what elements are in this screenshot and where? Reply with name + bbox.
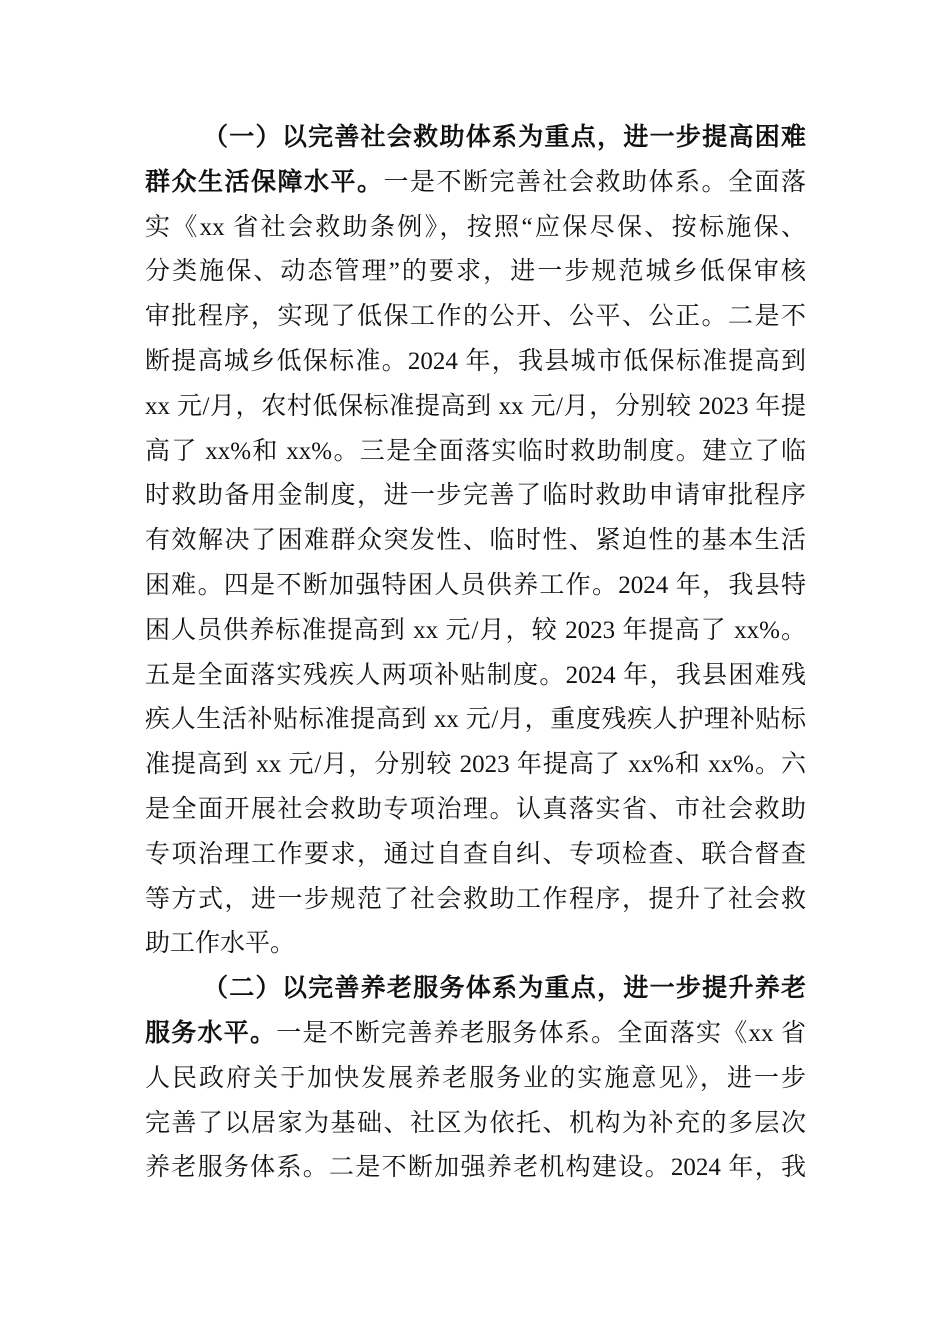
text-line: [145, 654, 806, 699]
body-text: 有效解决了困难群众突发性、临时性、紧迫性的基本生活: [145, 527, 806, 555]
body-text: 疾人生活补贴标准提高到 xx 元/月，重度残疾人护理补贴标: [145, 706, 806, 734]
body-text: 是全面开展社会救助专项治理。认真落实省、市社会救助: [145, 795, 806, 823]
body-text: 完善了以居家为基础、社区为依托、机构为补充的多层次: [145, 1109, 806, 1137]
body-text: 等方式，进一步规范了社会救助工作程序，提升了社会救: [145, 885, 806, 913]
body-text: 困难。四是不断加强特困人员供养工作。2024 年，我县特: [145, 571, 806, 599]
body-text: 分类施保、动态管理”的要求，进一步规范城乡低保审核: [145, 258, 806, 286]
text-line: [145, 967, 806, 1012]
paragraph: [145, 967, 806, 1191]
text-line: [145, 1012, 806, 1057]
text-line: [145, 116, 806, 161]
bold-heading-text: 服务水平。: [145, 1019, 277, 1047]
body-text: 断提高城乡低保标准。2024 年，我县城市低保标准提高到: [145, 347, 806, 375]
document-body: [145, 116, 806, 1191]
bold-heading-text: （二）以完善养老服务体系为重点，进一步提升养老: [203, 975, 806, 1003]
text-line: [145, 1057, 806, 1102]
body-text: 人民政府关于加快发展养老服务业的实施意见》，进一步: [145, 1064, 806, 1092]
text-line: [145, 564, 806, 609]
text-line: [145, 161, 806, 206]
body-text: 一是不断完善养老服务体系。全面落实《xx 省: [276, 1019, 806, 1047]
text-line: [145, 250, 806, 295]
text-line: [145, 519, 806, 564]
text-line: [145, 1102, 806, 1147]
text-line: [145, 922, 806, 967]
text-line: [145, 295, 806, 340]
text-line: [145, 788, 806, 833]
text-line: [145, 698, 806, 743]
body-text: 实《xx 省社会救助条例》，按照“应保尽保、按标施保、: [145, 213, 806, 241]
text-line: [145, 833, 806, 878]
body-text: 助工作水平。: [145, 930, 296, 958]
body-text: 高了 xx%和 xx%。三是全面落实临时救助制度。建立了临: [145, 437, 806, 465]
body-text: 专项治理工作要求，通过自查自纠、专项检查、联合督查: [145, 840, 806, 868]
bold-heading-text: 群众生活保障水平。: [145, 168, 384, 196]
body-text: 准提高到 xx 元/月，分别较 2023 年提高了 xx%和 xx%。六: [145, 751, 806, 779]
text-line: [145, 878, 806, 923]
text-line: [145, 206, 806, 251]
body-text: xx 元/月，农村低保标准提高到 xx 元/月，分别较 2023 年提: [145, 392, 806, 420]
text-line: [145, 1146, 806, 1191]
body-text: 养老服务体系。二是不断加强养老机构建设。2024 年，我: [145, 1154, 806, 1182]
body-text: 困人员供养标准提高到 xx 元/月，较 2023 年提高了 xx%。: [145, 616, 806, 644]
text-line: [145, 609, 806, 654]
text-line: [145, 340, 806, 385]
text-line: [145, 385, 806, 430]
body-text: 审批程序，实现了低保工作的公开、公平、公正。二是不: [145, 303, 806, 331]
body-text: 时救助备用金制度，进一步完善了临时救助申请审批程序: [145, 482, 806, 510]
body-text: 一是不断完善社会救助体系。全面落: [383, 168, 806, 196]
text-line: [145, 430, 806, 475]
body-text: 五是全面落实残疾人两项补贴制度。2024 年，我县困难残: [145, 661, 806, 689]
text-line: [145, 474, 806, 519]
bold-heading-text: （一）以完善社会救助体系为重点，进一步提高困难: [203, 124, 806, 151]
paragraph: [145, 116, 806, 967]
text-line: [145, 743, 806, 788]
